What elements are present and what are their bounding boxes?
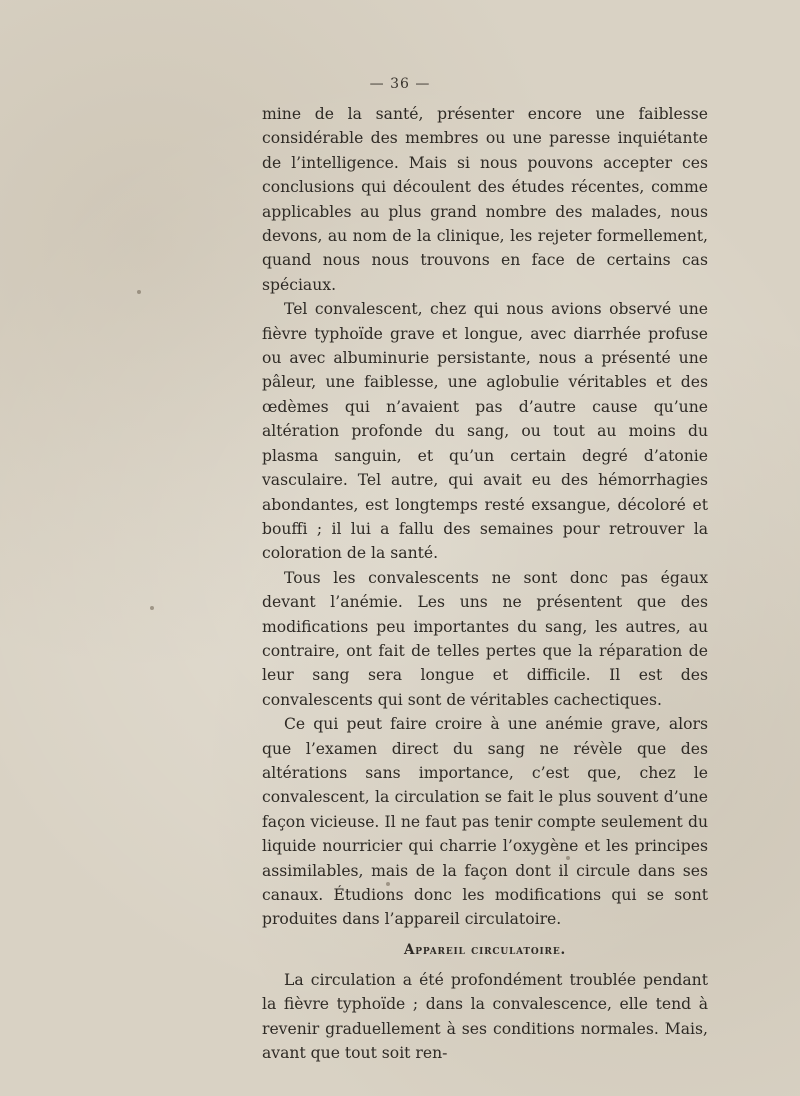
paper-speck (150, 606, 154, 610)
paper-speck (566, 856, 570, 860)
section-heading: Appareil circulatoire. (404, 941, 566, 958)
paragraph-circulation-vicious: Ce qui peut faire croire à une anémie grave, alors que l’examen direct du sang ne révèle que des altérations sans importance, c’est que, chez le convalescent, la circulation se fait le plus souvent d’une façon vicieuse. Il ne faut pas tenir compte seulement du liquide nourricier qui charrie l’oxygène et les principes assimilables, mais de la façon dont il circule dans ses canaux. Étudions donc les modifications qui se sont produites dans l’appareil circulatoire. (262, 715, 708, 929)
page-number: — 36 — (369, 76, 431, 92)
paragraph-continuation: mine de la santé, présenter encore une faiblesse considérable des membres ou une paresse inquiétante de l’intelligence. Mais si nous pouvons accepter ces conclusions qui découlent des études récentes, comme applicables au plus grand nombre des malades, nous devons, au nom de la clinique, les rejeter formellement, quand nous nous trouvons en face de certains cas spéciaux. (262, 105, 708, 294)
paragraph-convalescent-cases: Tel convalescent, chez qui nous avions observé une fièvre typhoïde grave et longue, avec diarrhée profuse ou avec albuminurie persistante, nous a présenté une pâleur, une faiblesse, une aglobulie véritables et des œdèmes qui n’avaient pas d’autre cause qu’une altération profonde du sang, ou tout au moins du plasma sanguin, et qu’un certain degré d’atonie vasculaire. Tel autre, qui avait eu des hémorrhagies abondantes, est longtemps resté exsangue, décoloré et bouffi ; il lui a fallu des semaines pour retrouver la coloration de la santé. (262, 300, 708, 563)
body-text (262, 102, 708, 1065)
paragraph-anemia-inequality: Tous les convalescents ne sont donc pas égaux devant l’anémie. Les uns ne présentent que des modifications peu importantes du sang, les autres, au contraire, ont fait de telles pertes que la réparation de leur sang sera longue et difficile. Il est des convalescents qui sont de véritables cachectiques. (262, 568, 708, 709)
paragraph-circulation-troubled: La circulation a été profondément troublée pendant la fièvre typhoïde ; dans la convalescence, elle tend à revenir graduellement à ses conditions normales. Mais, avant que tout soit ren- (262, 970, 708, 1063)
paper-speck (386, 882, 390, 886)
paper-speck (137, 290, 141, 294)
